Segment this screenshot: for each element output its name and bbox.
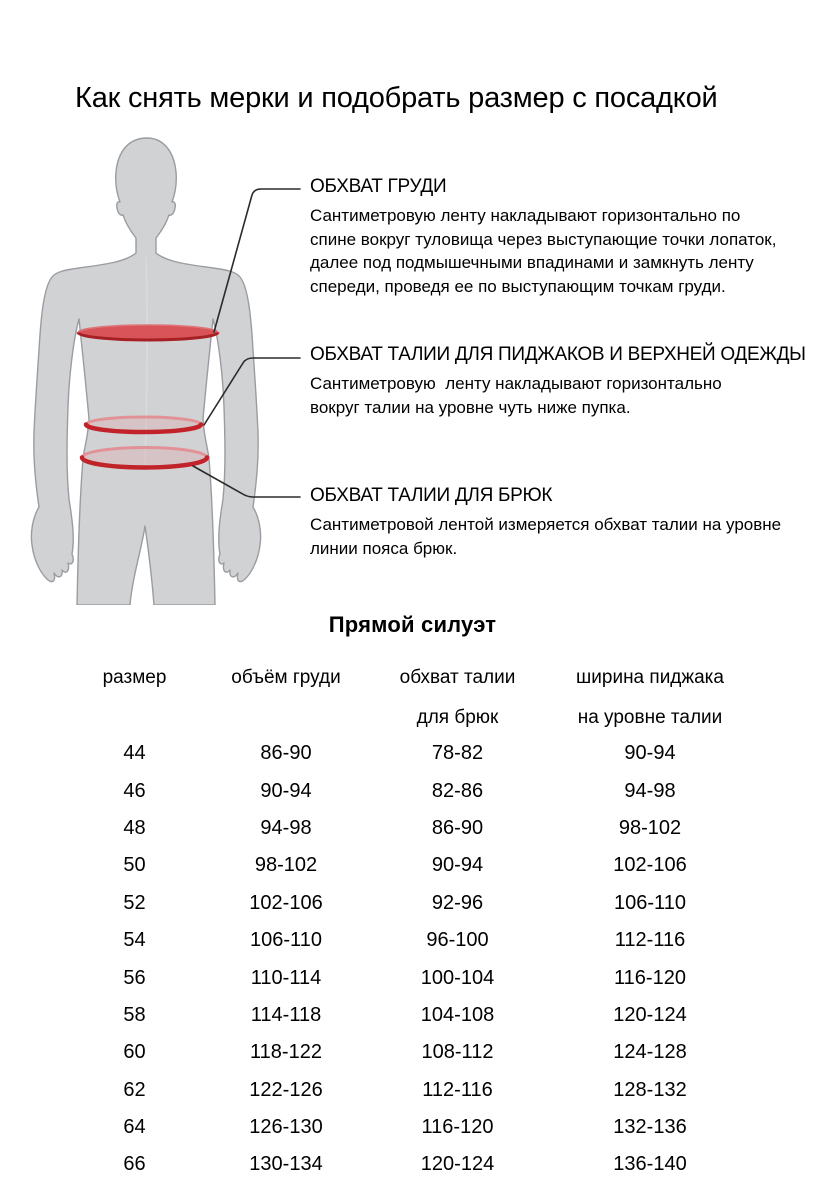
chest-cell: 130-134	[249, 1153, 323, 1176]
col-header-chest: объём груди	[231, 667, 341, 688]
chest-cell: 126-130	[249, 1116, 323, 1139]
width-cell: 106-110	[614, 891, 686, 914]
col-header-spacer	[57, 698, 212, 738]
size-cell: 58	[123, 1003, 146, 1026]
waist-cell: 104-108	[420, 1003, 495, 1026]
waist-cell: 78-82	[431, 742, 484, 765]
section-trouser-waist	[310, 485, 820, 560]
body-line: спереди, проведя ее по выступающим точкам груди.	[310, 276, 726, 296]
chest-cell: 106-110	[250, 929, 322, 952]
waist-cell: 120-124	[420, 1153, 495, 1176]
section-chest-body	[310, 204, 820, 298]
size-table-title: Прямой силуэт	[328, 612, 497, 637]
waist-cell: 86-90	[431, 816, 484, 839]
section-jacket-waist-heading: ОБХВАТ ТАЛИИ ДЛЯ ПИДЖАКОВ И ВЕРХНЕЙ ОДЕЖДЫ	[310, 344, 806, 365]
body-line: Сантиметровую ленту накладывают горизонтально	[310, 374, 722, 393]
body-line: спине вокруг туловища через выступающие точки лопаток,	[310, 229, 777, 249]
size-cell: 62	[123, 1078, 146, 1101]
body-line: Сантиметровую ленту накладывают горизонтально по	[310, 206, 741, 225]
body-line: линии пояса брюк.	[310, 538, 458, 558]
width-cell: 136-140	[613, 1153, 687, 1176]
col-header-size: размер	[102, 667, 167, 688]
waist-cell: 92-96	[431, 891, 484, 914]
width-cell: 90-94	[624, 742, 676, 765]
chest-band	[78, 325, 218, 340]
col-header-jacket-width-line2: на уровне талии	[577, 707, 723, 728]
size-cell: 48	[123, 816, 146, 839]
size-cell: 64	[123, 1116, 146, 1139]
width-cell: 102-106	[613, 854, 687, 877]
width-cell: 112-116	[614, 929, 686, 952]
measurement-figure	[8, 135, 308, 605]
width-cell: 120-124	[613, 1003, 687, 1026]
section-jacket-waist	[310, 344, 820, 419]
section-jacket-waist-body	[310, 372, 820, 419]
male-silhouette	[31, 138, 260, 605]
size-cell: 44	[123, 742, 146, 765]
waist-cell: 116-120	[421, 1116, 494, 1139]
width-cell: 94-98	[624, 779, 676, 802]
col-header-spacer	[212, 698, 360, 738]
size-table-body	[57, 735, 745, 1184]
size-cell: 50	[123, 854, 146, 877]
waist-cell: 100-104	[420, 966, 495, 989]
chest-cell: 118-122	[250, 1041, 322, 1064]
body-line: Сантиметровой лентой измеряется обхват талии на уровне	[310, 515, 782, 534]
waist-cell: 82-86	[431, 779, 484, 802]
male-silhouette-illustration	[8, 135, 308, 605]
col-header-jacket-width-line1: ширина пиджака	[576, 667, 724, 688]
chest-cell: 90-94	[260, 779, 312, 802]
body-line: далее под подмышечными впадинами и замкнуть ленту	[310, 253, 754, 272]
size-cell: 66	[123, 1153, 146, 1176]
section-chest-heading: ОБХВАТ ГРУДИ	[310, 176, 447, 197]
body-line: вокруг талии на уровне чуть ниже пупка.	[310, 397, 631, 417]
section-chest	[310, 176, 820, 298]
size-cell: 52	[123, 891, 146, 914]
jacket-waist-band	[86, 417, 201, 432]
width-cell: 132-136	[613, 1116, 687, 1139]
page-title: Как снять мерки и подобрать размер с посадкой	[75, 82, 718, 114]
col-header-trouser-waist-line2: для брюк	[416, 707, 499, 728]
waist-cell: 96-100	[426, 929, 489, 952]
waist-cell: 108-112	[421, 1041, 494, 1064]
width-cell: 128-132	[613, 1078, 687, 1101]
trouser-waist-band	[82, 448, 207, 468]
chest-cell: 94-98	[260, 816, 312, 839]
waist-cell: 90-94	[431, 854, 484, 877]
waist-cell: 112-116	[422, 1078, 493, 1101]
section-trouser-waist-heading: ОБХВАТ ТАЛИИ ДЛЯ БРЮК	[310, 485, 553, 506]
size-cell: 60	[123, 1041, 146, 1064]
chest-cell: 98-102	[254, 854, 318, 877]
chest-cell: 110-114	[250, 966, 322, 989]
chest-cell: 122-126	[249, 1078, 323, 1101]
size-table-header	[57, 658, 745, 738]
chest-cell: 114-118	[250, 1003, 322, 1026]
size-cell: 46	[123, 779, 146, 802]
chest-cell: 86-90	[260, 742, 312, 765]
chest-cell: 102-106	[249, 891, 323, 914]
width-cell: 98-102	[618, 816, 682, 839]
col-header-trouser-waist-line1: обхват талии	[399, 667, 516, 688]
width-cell: 124-128	[613, 1041, 687, 1064]
size-cell: 56	[123, 966, 146, 989]
section-trouser-waist-body	[310, 513, 820, 560]
size-cell: 54	[123, 929, 146, 952]
width-cell: 116-120	[614, 966, 686, 989]
